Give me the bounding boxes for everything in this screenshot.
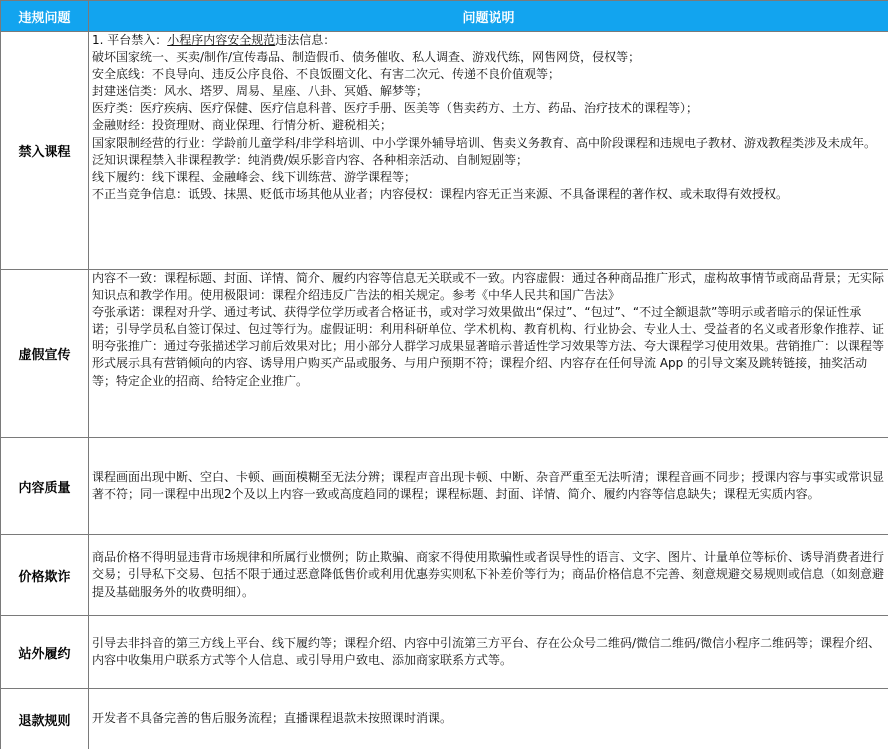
row-category: 内容质量 — [1, 438, 89, 535]
header-violation-type: 违规问题 — [1, 1, 89, 32]
description-line: 泛知识课程禁入非课程教学：纯消费/娱乐影音内容、各种相亲活动、自制短剧等； — [92, 152, 529, 167]
description-line: 内容不一致：课程标题、封面、详情、简介、履约内容等信息无关联或不一致。内容虚假：通过各种商品推广形式，虚构故事情节或商品背景；无实际知识点和教学作用。使用极限词：课程介绍违反广告法的相关规定。参考《中华人民共和国广告法》 — [92, 271, 885, 303]
row-description — [89, 535, 888, 616]
row-description — [89, 270, 888, 438]
header-description: 问题说明 — [89, 1, 888, 32]
description-line: 夸张承诺：课程对升学、通过考试、获得学位学历或者合格证书，或对学习效果做出“保过”、“包过”、“不过全额退款”等明示或者暗示的保证性承诺；引导学员私自签订保过、包过等行为。虚假证明：利用科研单位、学术机构、教育机构、行业协会、专业人士、受益者的名义或者形象作推荐、证明夸张推广：通过夸张描述学习前后效果对比；用小部分人群学习成果显著暗示普适性学习效果等方法、夸大课程学习使用效果。营销推广：以课程等形式展示具有营销倾向的内容、诱导用户购买产品或服务、与用户预期不符；课程介绍、内容存在任何导流 App 的引导文案及跳转链接，抽奖活动等；特定企业的招商、给特定企业推广。 — [92, 305, 885, 388]
description-line: 国家限制经营的行业：学龄前儿童学科/非学科培训、中小学课外辅导培训、售卖义务教育、高中阶段课程和违规电子教材、游戏教程类涉及未成年。 — [92, 135, 877, 150]
row-category: 禁入课程 — [1, 32, 89, 270]
mini-program-content-security-link[interactable]: 小程序内容安全规范 — [167, 33, 276, 47]
row-category: 虚假宣传 — [1, 270, 89, 438]
row-category: 站外履约 — [1, 616, 89, 689]
description-line: 封建迷信类：风水、塔罗、周易、星座、八卦、冥婚、解梦等； — [92, 84, 429, 99]
description-line — [92, 32, 884, 49]
row-description — [89, 616, 888, 689]
description-line: 线下履约：线下课程、金融峰会、线下训练营、游学课程等； — [92, 169, 417, 184]
description-line: 金融财经：投资理财、商业保理、行情分析、避税相关； — [92, 118, 393, 133]
row-description — [89, 438, 888, 535]
row-category: 退款规则 — [1, 689, 89, 749]
description-line: 开发者不具备完善的售后服务流程；直播课程退款未按照课时消课。 — [92, 711, 453, 726]
description-line: 安全底线：不良导向、违反公序良俗、不良饭圈文化、有害二次元、传递不良价值观等； — [92, 67, 561, 82]
description-line: 医疗类：医疗疾病、医疗保健、医疗信息科普、医疗手册、医美等（售卖药方、土方、药品、治疗技术的课程等）； — [92, 101, 699, 116]
row-description — [89, 32, 888, 270]
description-line: 不正当竞争信息：诋毁、抹黑、贬低市场其他从业者；内容侵权：课程内容无正当来源、不具备课程的著作权、或未取得有效授权。 — [92, 186, 789, 201]
description-line: 破坏国家统一、买卖/制作/宣传毒品、制造假币、债务催收、私人调查、游戏代练，网售网贷，侵权等； — [92, 50, 641, 65]
line-prefix: 1. 平台禁入： — [92, 33, 168, 47]
line-suffix: 违法信息： — [275, 33, 336, 47]
description-line: 引导去非抖音的第三方线上平台、线下履约等；课程介绍、内容中引流第三方平台、存在公众号二维码/微信二维码/微信小程序二维码等；课程介绍、内容中收集用户联系方式等个人信息、或引导用户致电、添加商家联系方式等。 — [92, 635, 881, 667]
description-line: 商品价格不得明显违背市场规律和所属行业惯例；防止欺骗、商家不得使用欺骗性或者误导性的语言、文字、图片、计量单位等标价、诱导消费者进行交易；引导私下交易、包括不限于通过恶意降低售价或利用优惠券实则私下补差价等行为；商品价格信息不完善、刻意规避交易规则或信息（如刻意避提及基础服务外的收费明细）。 — [92, 550, 885, 599]
description-line: 课程画面出现中断、空白、卡顿、画面模糊至无法分辨；课程声音出现卡顿、中断、杂音严重至无法听清；课程音画不同步；授课内容与事实或常识显著不符；同一课程中出现2个及以上内容一致或高度趋同的课程；课程标题、封面、详情、简介、履约内容等信息缺失；课程无实质内容。 — [92, 469, 885, 501]
row-description — [89, 689, 888, 749]
row-category: 价格欺诈 — [1, 535, 89, 616]
